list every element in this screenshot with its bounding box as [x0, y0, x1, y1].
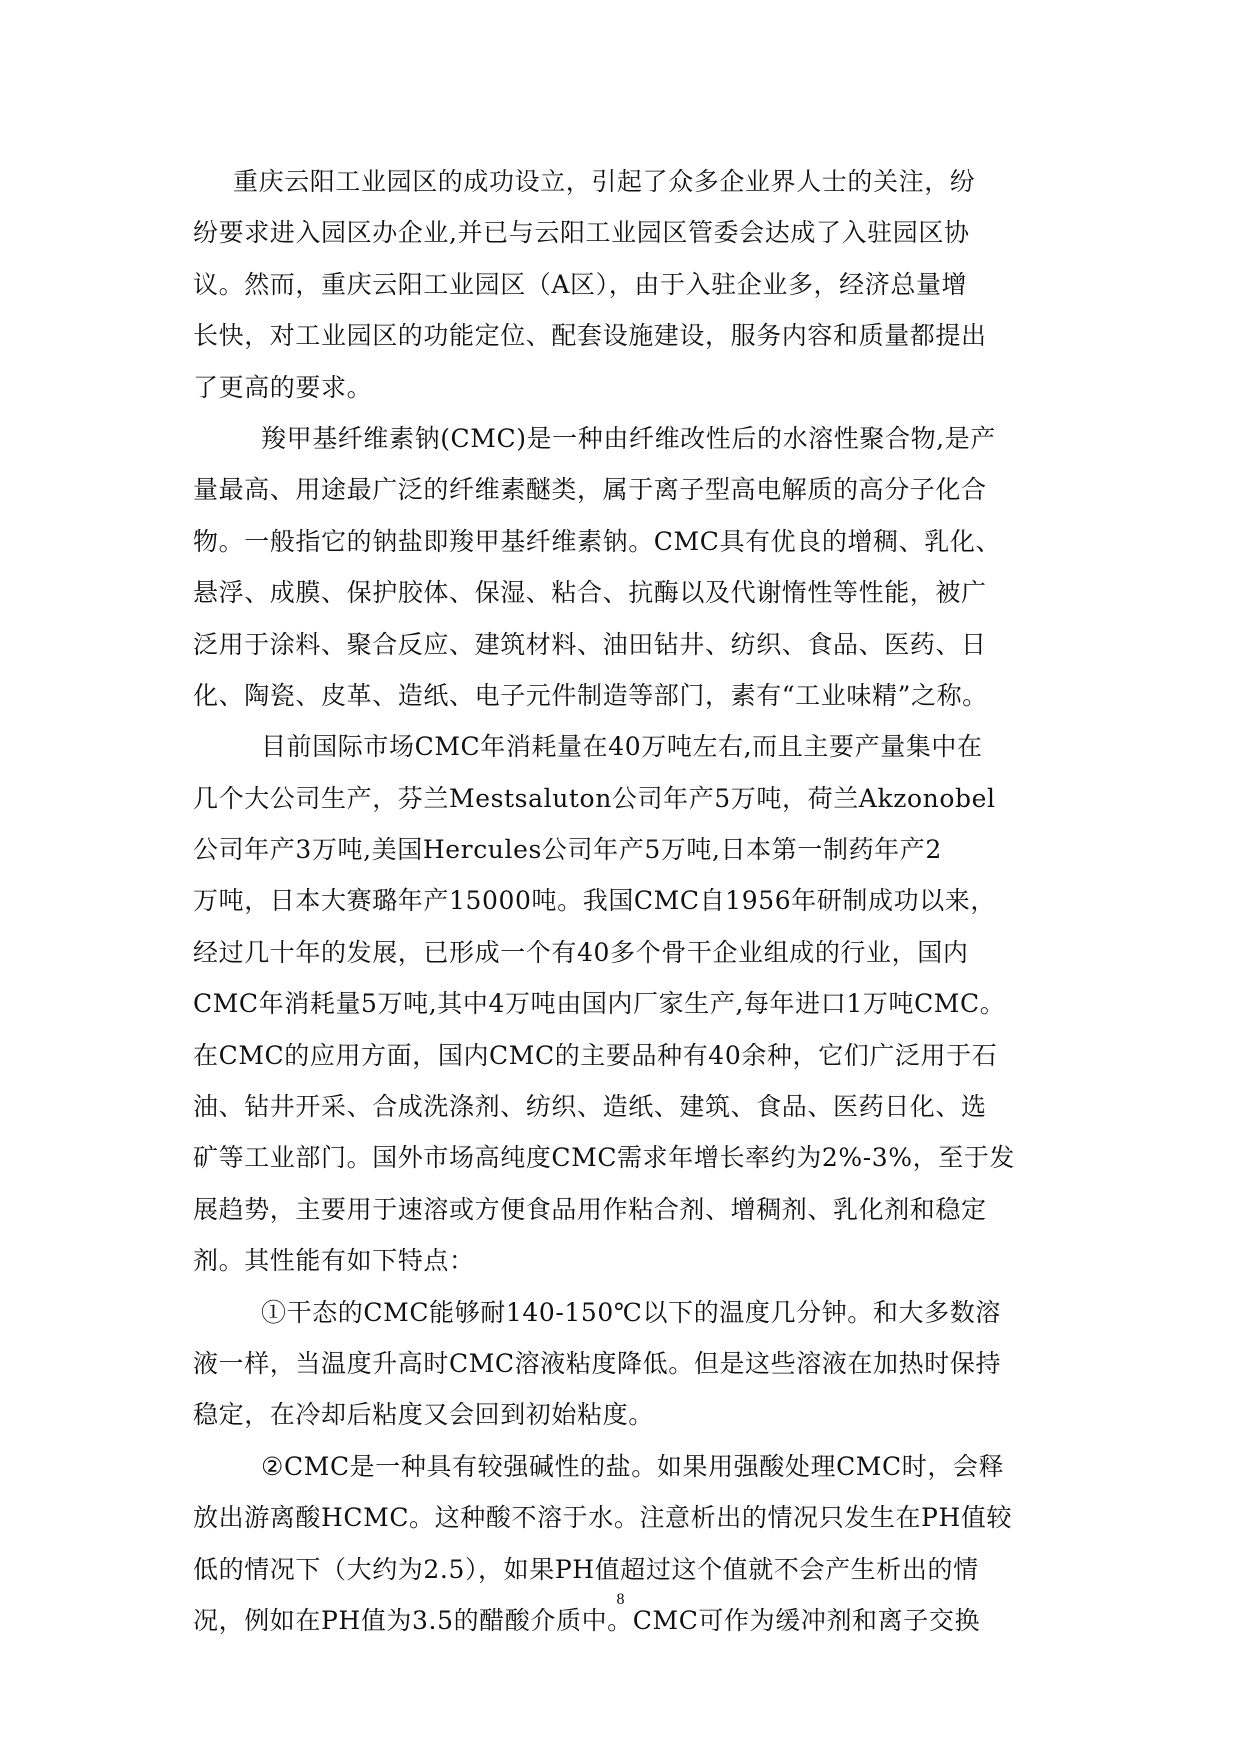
text-line: 展趋势，主要用于速溶或方便食品用作粘合剂、增稠剂、乳化剂和稳定	[193, 1194, 987, 1224]
text-line: ①干态的CMC能够耐140-150℃以下的温度几分钟。和大多数溶	[261, 1297, 1001, 1327]
text-line: 化、陶瓷、皮革、造纸、电子元件制造等部门，素有“工业味精”之称。	[193, 680, 988, 710]
text-line: 了更高的要求。	[193, 372, 373, 402]
text-line: 纷要求进入园区办企业,并已与云阳工业园区管委会达成了入驻园区协	[193, 218, 970, 248]
text-line: 长快，对工业园区的功能定位、配套设施建设，服务内容和质量都提出	[193, 321, 987, 351]
body-text	[193, 156, 1073, 1646]
text-line: 重庆云阳工业园区的成功设立，引起了众多企业界人士的关注，纷	[233, 167, 976, 196]
text-line: 稳定，在冷却后粘度又会回到初始粘度。	[193, 1400, 654, 1430]
text-line: 目前国际市场CMC年消耗量在40万吨左右,而且主要产量集中在	[261, 732, 983, 762]
text-line: 液一样，当温度升高时CMC溶液粘度降低。但是这些溶液在加热时保持	[193, 1348, 1002, 1378]
text-line: 悬浮、成膜、保护胶体、保湿、粘合、抗酶以及代谢惰性等性能，被广	[193, 578, 987, 608]
text-line: 万吨，日本大赛璐年产15000吨。我国CMC自1956年研制成功以来，	[193, 886, 997, 916]
text-line: 在CMC的应用方面，国内CMC的主要品种有40余种，它们广泛用于石	[193, 1040, 998, 1070]
text-line: 量最高、用途最广泛的纤维素醚类，属于离子型高电解质的高分子化合	[193, 475, 987, 505]
text-line: 低的情况下（大约为2.5），如果PH值超过这个值就不会产生析出的情	[193, 1554, 979, 1584]
page-number: 8	[616, 1591, 625, 1608]
text-line: CMC年消耗量5万吨,其中4万吨由国内厂家生产,每年进口1万吨CMC。	[193, 989, 1006, 1019]
text-line: 泛用于涂料、聚合反应、建筑材料、油田钻井、纺织、食品、医药、日	[193, 629, 987, 659]
text-line: 剂。其性能有如下特点：	[193, 1246, 475, 1276]
text-line: 油、钻井开采、合成洗涤剂、纺织、造纸、建筑、食品、医药日化、选	[193, 1092, 987, 1122]
text-line: 放出游离酸HCMC。这种酸不溶于水。注意析出的情况只发生在PH值较	[193, 1503, 1013, 1533]
text-line: 物。一般指它的钠盐即羧甲基纤维素钠。CMC具有优良的增稠、乳化、	[193, 526, 1002, 556]
text-line: 议。然而，重庆云阳工业园区（A区），由于入驻企业多，经济总量增	[193, 269, 968, 299]
text-line: 羧甲基纤维素钠(CMC)是一种由纤维改性后的水溶性聚合物,是产	[261, 423, 996, 453]
text-line: 况，例如在PH值为3.5的醋酸介质中。CMC可作为缓冲剂和离子交换	[193, 1605, 981, 1635]
text-line: 矿等工业部门。国外市场高纯度CMC需求年增长率约为2%-3%，至于发	[193, 1143, 1016, 1173]
text-line: ②CMC是一种具有较强碱性的盐。如果用强酸处理CMC时，会释	[261, 1451, 1005, 1481]
text-line: 经过几十年的发展，已形成一个有40多个骨干企业组成的行业，国内	[193, 937, 969, 967]
text-line: 公司年产3万吨,美国Hercules公司年产5万吨,日本第一制药年产2	[193, 835, 942, 865]
text-line: 几个大公司生产，芬兰Mestsaluton公司年产5万吨，荷兰Akzonobel	[193, 783, 996, 813]
